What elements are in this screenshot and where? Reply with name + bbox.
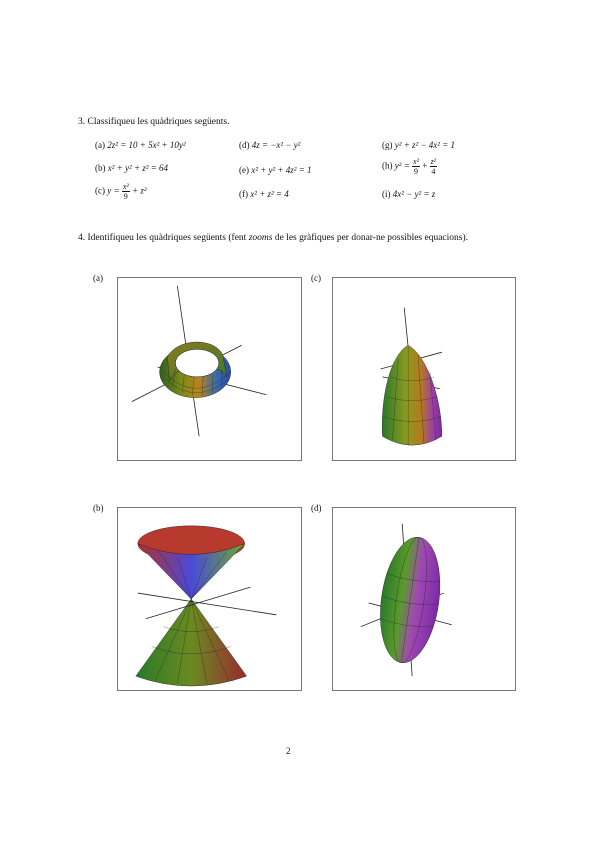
paraboloid-surface	[382, 345, 442, 445]
bottom-nappe	[136, 599, 247, 686]
equation-prefix: y =	[107, 185, 120, 196]
top-nappe	[138, 526, 245, 599]
ex3-item-f	[239, 188, 289, 200]
item-label: (e)	[239, 165, 249, 175]
cylinder-graph	[118, 278, 301, 460]
equation-prefix: y² =	[394, 160, 410, 171]
equation: 4x² − y² = z	[392, 189, 436, 199]
equation: 4z = −x² − y²	[251, 140, 301, 150]
item-label: (d)	[239, 140, 250, 150]
ex3-item-g	[382, 139, 455, 151]
fraction: $\frac{\text{x²}}{9}$	[413, 157, 419, 176]
item-label: (b)	[95, 163, 106, 173]
fraction: $\frac{\text{z²}}{4}$	[430, 157, 437, 176]
plot-c-paraboloid	[332, 277, 516, 461]
equation: x² + y² + z² = 64	[107, 163, 169, 173]
exercise-3-title: 3. Classifiqueu les quàdriques següents.	[78, 117, 230, 127]
plot-label-a: (a)	[93, 273, 103, 283]
axes	[138, 587, 276, 619]
ex3-item-b	[95, 162, 168, 174]
item-label: (i)	[382, 189, 391, 199]
plot-label-b: (b)	[93, 503, 104, 513]
fraction: $\frac{\text{x²}}{9}$	[122, 182, 129, 201]
equation: x² + z² = 4	[250, 189, 289, 199]
equation-suffix: + z²	[132, 185, 147, 196]
item-label: (g)	[382, 140, 393, 150]
title-text: 4. Identifiqueu les quàdriques següents (fent	[78, 233, 249, 243]
double-cone-graph	[118, 508, 301, 690]
cylinder-surface	[160, 342, 231, 398]
item-label: (h)	[382, 160, 393, 171]
ex3-item-d	[239, 139, 300, 151]
ex3-item-c	[95, 182, 147, 201]
title-emphasis: zooms	[248, 233, 273, 243]
item-label: (c)	[95, 185, 105, 196]
paraboloid-graph	[333, 278, 515, 460]
plot-label-d: (d)	[311, 503, 322, 513]
ex3-item-e	[239, 164, 312, 176]
exercise-4-title	[78, 233, 468, 243]
item-label: (f)	[239, 189, 248, 199]
ellipsoid-graph	[333, 508, 515, 690]
ex3-item-h	[382, 157, 437, 176]
plot-a-cylinder	[117, 277, 302, 461]
ex3-item-a	[95, 139, 186, 151]
page-number: 2	[286, 746, 291, 756]
equation: x² + y² + 4z² = 1	[251, 165, 312, 175]
plot-b-double-cone	[117, 507, 302, 691]
plot-d-ellipsoid	[332, 507, 516, 691]
item-label: (a)	[95, 140, 105, 150]
equation: y² + z² − 4x² = 1	[394, 140, 456, 150]
ex3-item-i	[382, 188, 435, 200]
plus-sign: +	[422, 160, 428, 171]
title-text: de les gràfiques per donar-ne possibles equacions).	[272, 233, 469, 243]
plot-label-c: (c)	[311, 273, 321, 283]
equation: 2z² = 10 + 5x² + 10y²	[107, 140, 186, 150]
